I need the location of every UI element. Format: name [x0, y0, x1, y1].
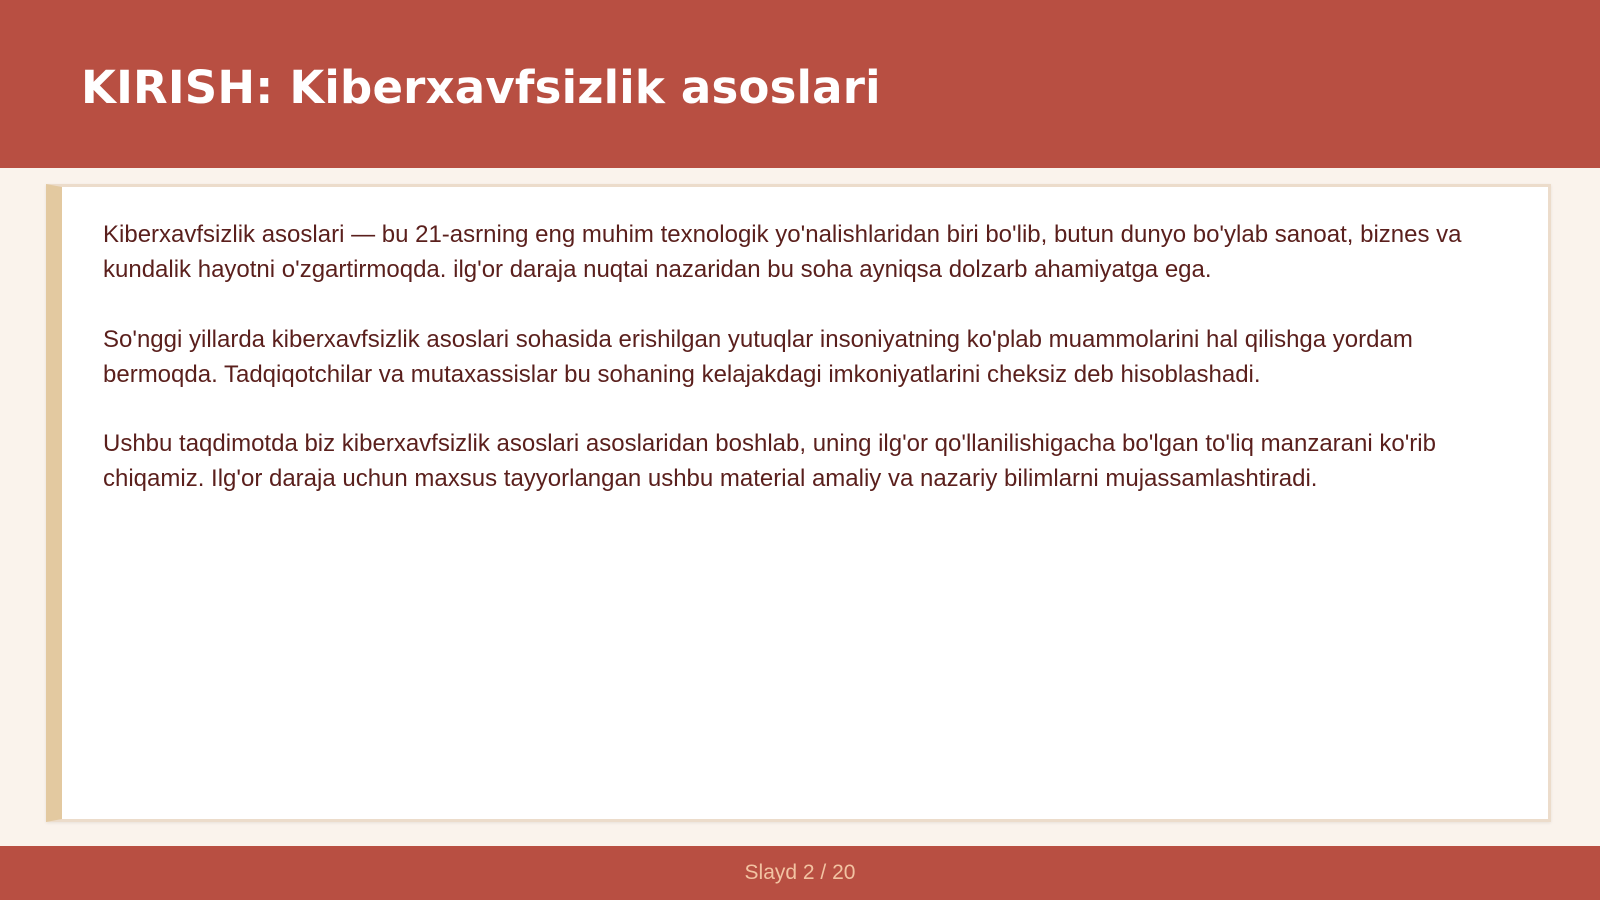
slide-title: KIRISH: Kiberxavfsizlik asoslari [81, 61, 881, 114]
intro-paragraph-1: Kiberxavfsizlik asoslari — bu 21-asrning eng muhim texnologik yo'nalishlaridan biri bo'lib, butun dunyo bo'ylab sanoat, biznes va kundalik hayotni o'zgartirmoqda. ilg'or daraja nuqtai nazaridan bu soha ayniqsa dolzarb ahamiyatga ega. [103, 221, 1462, 283]
slide-counter: Slayd 2 / 20 [744, 861, 856, 884]
intro-paragraph-3: Ushbu taqdimotda biz kiberxavfsizlik asoslari asoslaridan boshlab, uning ilg'or qo'llanilishigacha bo'lgan to'liq manzarani ko'rib chiqamiz. Ilg'or daraja uchun maxsus tayyorlangan ushbu material amaliy va nazariy bilimlarni mujassamlashtiradi. [103, 430, 1436, 492]
intro-paragraph-2: So'nggi yillarda kiberxavfsizlik asoslari sohasida erishilgan yutuqlar insoniyatning ko'plab muammolarini hal qilishga yordam bermoqda. Tadqiqotchilar va mutaxassislar bu sohaning kelajakdagi imkoniyatlarini cheksiz deb hisoblashadi. [103, 326, 1413, 388]
